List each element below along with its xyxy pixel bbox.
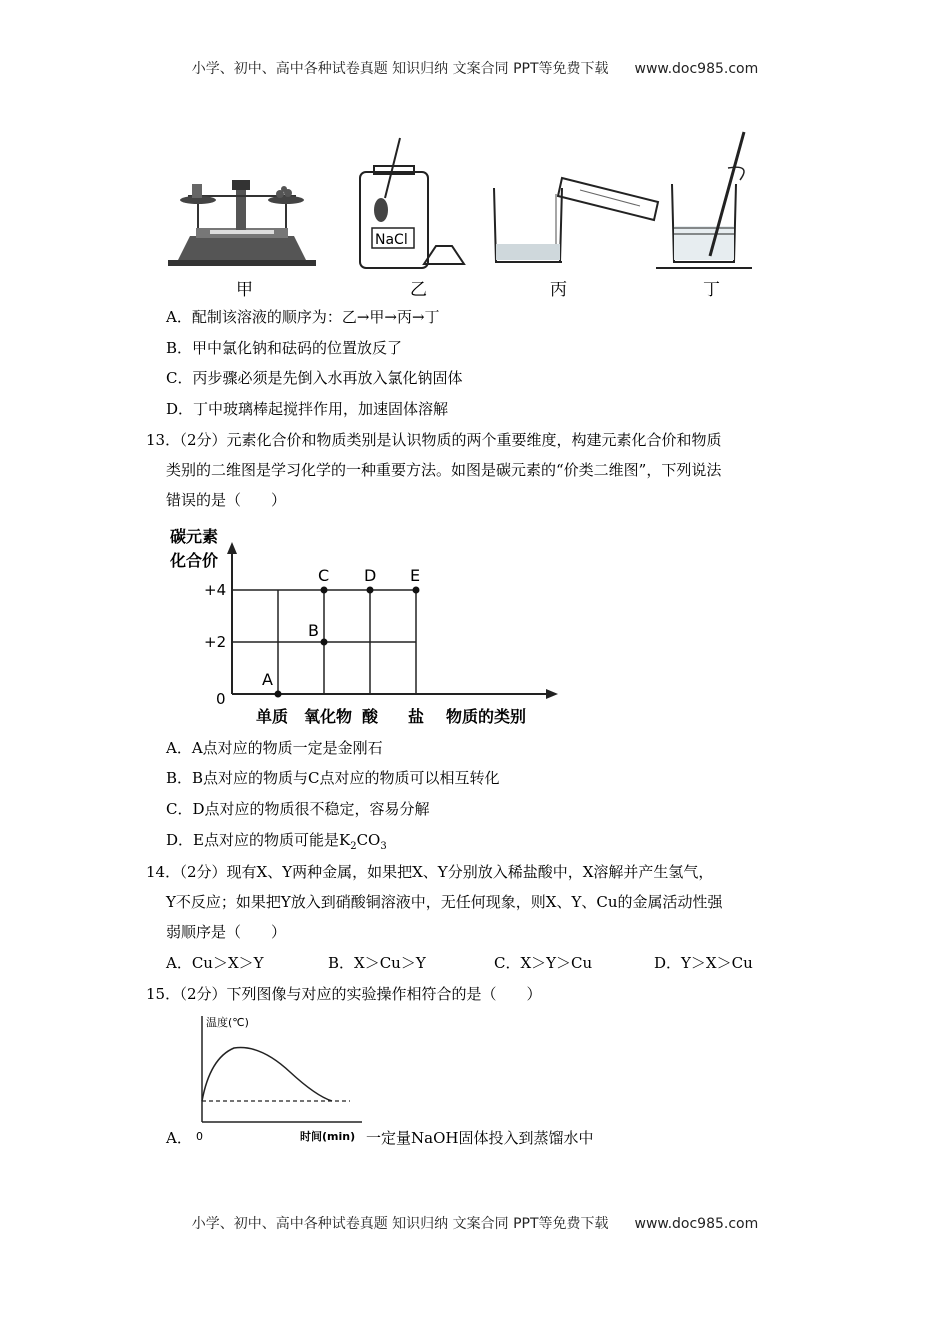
q13-stem-line2: 类别的二维图是学习化学的一种重要方法。如图是碳元素的“价类二维图”，下列说法 xyxy=(166,461,722,479)
reagent-bottle-icon xyxy=(360,138,464,268)
category-label: 酸 xyxy=(362,707,379,726)
category-label: 盐 xyxy=(408,707,425,726)
lab-apparatus-figure xyxy=(160,128,780,273)
pouring-cylinder-icon xyxy=(494,178,658,262)
q12-option-b: B．甲中氯化钠和砝码的位置放反了 xyxy=(166,339,403,357)
q13-stem-line1: （2分）元素化合价和物质类别是认识物质的两个重要维度，构建元素化合价和物质 xyxy=(172,431,722,449)
category-label: 氧化物 xyxy=(304,707,353,726)
q14-stem-line2: Y不反应；如果把Y放入到硝酸铜溶液中，无任何现象，则X、Y、Cu的金属活动性强 xyxy=(166,893,723,911)
q12-option-a: A．配制该溶液的顺序为：乙→甲→丙→丁 xyxy=(166,308,440,326)
label-jia: 甲 xyxy=(236,280,253,300)
q15-option-a-letter: A． xyxy=(166,1129,192,1147)
q15-option-a-text: 一定量NaOH固体投入到蒸馏水中 xyxy=(366,1129,594,1147)
page-footer xyxy=(0,1213,950,1233)
label-yi: 乙 xyxy=(410,280,427,300)
q13-option-a: A．A点对应的物质一定是金刚石 xyxy=(166,739,383,757)
chart-ylabel-2: 化合价 xyxy=(170,551,219,570)
q14-stem-line3: 弱顺序是（ ） xyxy=(166,923,287,941)
q12-option-c: C．丙步骤必须是先倒入水再放入氯化钠固体 xyxy=(166,369,463,387)
header-site: www.doc985.com xyxy=(634,61,759,77)
category-label: 单质 xyxy=(256,707,289,726)
q13-option-c: C．D点对应的物质很不稳定，容易分解 xyxy=(166,800,430,818)
q13-option-d: D．E点对应的物质可能是$K_2CO_3$ xyxy=(166,831,387,852)
point-label-E: E xyxy=(410,566,421,585)
balance-icon xyxy=(168,180,316,266)
point-C xyxy=(321,587,328,594)
nacl-label: NaCl xyxy=(375,232,408,248)
point-label-C: C xyxy=(318,566,330,585)
chart-origin: 0 xyxy=(216,690,226,708)
temp-curve xyxy=(202,1048,332,1102)
q14-option-c: C．X＞Y＞Cu xyxy=(494,954,593,972)
chart-ylabel-1: 碳元素 xyxy=(170,527,219,546)
ytick-label: +4 xyxy=(204,581,227,599)
q14-option-d: D．Y＞X＞Cu xyxy=(654,954,753,972)
header-text: 小学、初中、高中各种试卷真题 知识归纳 文案合同 PPT等免费下载 xyxy=(191,61,609,77)
point-A xyxy=(275,691,282,698)
temp-xlabel: 时间(min) xyxy=(300,1130,356,1143)
q13-stem-line3: 错误的是（ ） xyxy=(166,491,287,509)
point-label-B: B xyxy=(308,621,319,640)
footer-text: 小学、初中、高中各种试卷真题 知识归纳 文案合同 PPT等免费下载 xyxy=(191,1216,609,1232)
q14-number: 14． xyxy=(146,863,181,881)
q13-number: 13． xyxy=(146,431,181,449)
chart-xlabel: 物质的类别 xyxy=(446,707,527,726)
q12-option-d: D．丁中玻璃棒起搅拌作用，加速固体溶解 xyxy=(166,400,449,418)
point-E xyxy=(413,587,420,594)
stirring-beaker-icon xyxy=(656,132,752,268)
label-bing: 丙 xyxy=(550,280,567,300)
ytick-label: +2 xyxy=(204,633,227,651)
footer-site: www.doc985.com xyxy=(634,1216,759,1232)
temperature-chart xyxy=(190,1010,370,1145)
page-header xyxy=(0,58,950,78)
q14-option-b: B．X＞Cu＞Y xyxy=(328,954,426,972)
temp-origin: 0 xyxy=(196,1130,203,1143)
point-B xyxy=(321,639,328,646)
q14-option-a: A．Cu＞X＞Y xyxy=(166,954,264,972)
point-D xyxy=(367,587,374,594)
point-label-D: D xyxy=(364,566,377,585)
q14-stem-line1: （2分）现有X、Y两种金属，如果把X、Y分别放入稀盐酸中，X溶解并产生氢气， xyxy=(172,863,714,881)
q15-number: 15． xyxy=(146,985,181,1003)
temp-ylabel: 温度(℃) xyxy=(206,1016,249,1029)
label-ding: 丁 xyxy=(703,280,720,300)
valence-class-chart xyxy=(160,522,580,732)
point-label-A: A xyxy=(262,670,273,689)
q13-option-b: B．B点对应的物质与C点对应的物质可以相互转化 xyxy=(166,769,500,787)
q15-stem: （2分）下列图像与对应的实验操作相符合的是（ ） xyxy=(172,985,542,1003)
